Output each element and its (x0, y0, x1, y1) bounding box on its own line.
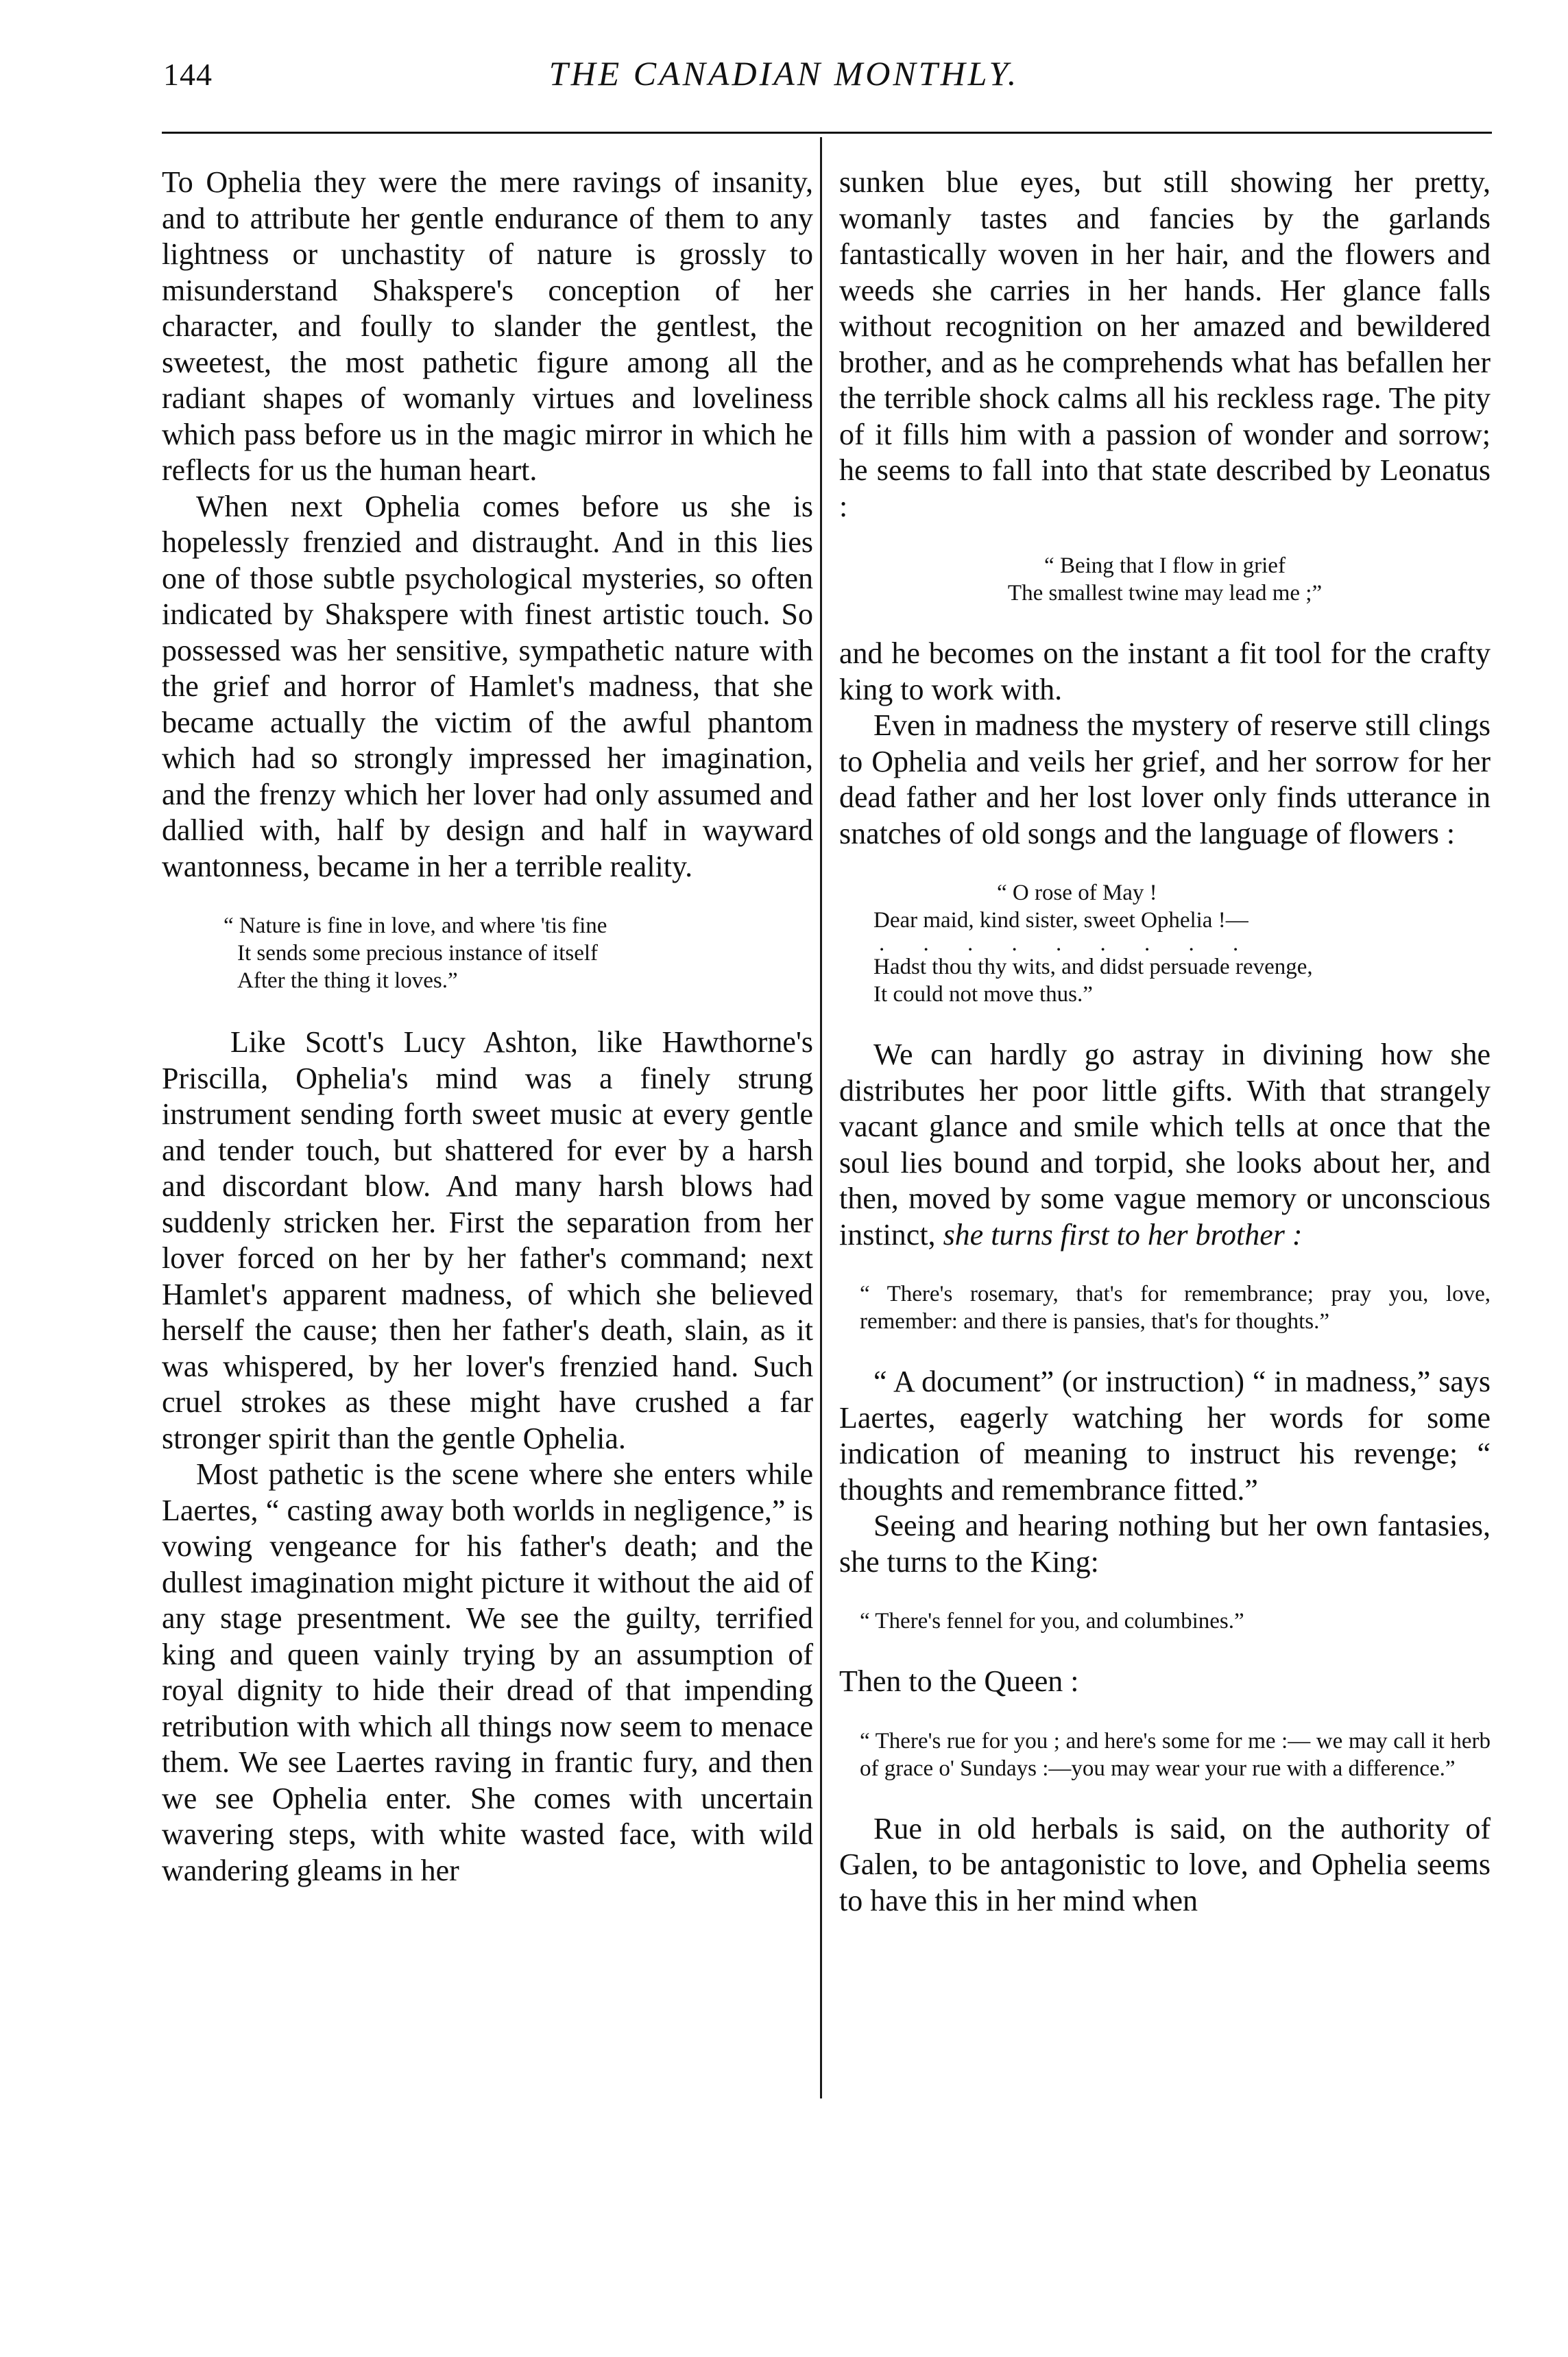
quote-line: It sends some precious instance of itself (237, 941, 599, 966)
paragraph (839, 1037, 1491, 1253)
paragraph: “ A document” (or instruction) “ in madness,” says Laertes, eagerly watching her words for some indication of meaning to instruct his revenge; “ thoughts and remembrance fitted.” (839, 1365, 1491, 1507)
paragraph: Most pathetic is the scene where she enters while Laertes, “ casting away both worlds in negligence,” is vowing vengeance for his father's death; and the dullest imagination might picture it without the aid of any stage presentment. We see the guilty, terrified king and queen vainly trying by an assumption of royal dignity to hide their dread of that impending retribution with which all things now seem to menace them. We see Laertes raving in frantic fury, and then we see Ophelia enter. She comes with uncertain wavering steps, with white wasted face, with wild wandering gleams in her (162, 1457, 813, 1887)
quote-line: “ Nature is fine in love, and where 'tis fine (224, 913, 607, 938)
quote-line: “ Being that I flow in grief (1044, 553, 1286, 578)
block-quote (224, 912, 813, 994)
running-title: THE CANADIAN MONTHLY. (548, 54, 1020, 93)
paragraph: Even in madness the mystery of reserve still clings to Ophelia and veils her grief, and her sorrow for her dead father and her lost lover only finds utterance in snatches of old songs and the language of flowers : (839, 708, 1491, 850)
block-quote (839, 552, 1491, 607)
left-column (162, 165, 813, 1889)
paragraph: To Ophelia they were the mere ravings of insanity, and to attribute her gentle endurance of them to any lightness or unchastity of nature is grossly to misunderstand Shakspere's conception of her character, and foully to slander the gentlest, the sweetest, the most pathetic figure among all the radiant shapes of womanly virtues and loveliness which pass before us in the magic mirror in which he reflects for us the human heart. (162, 165, 813, 487)
page-number: 144 (163, 57, 213, 92)
quote-line: It could not move thus.” (873, 982, 1093, 1007)
quote-line: The smallest twine may lead me ;” (1007, 581, 1323, 606)
column-divider (820, 137, 822, 2098)
quote-line: “ O rose of May ! (997, 881, 1157, 905)
paragraph: sunken blue eyes, but still showing her pretty, womanly tastes and fancies by the garlands fantastically woven in her hair, and the flowers and weeds she carries in her hands. Her glance falls without recognition on her amazed and bewildered brother, and as he comprehends what has befallen her the terrible shock calms all his reckless rage. The pity of it fills him with a passion of wonder and sorrow; he seems to fall into that state described by Leonatus : (839, 165, 1491, 523)
paragraph: and he becomes on the instant a fit tool for the crafty king to work with. (839, 636, 1491, 706)
block-quote: “ There's rue for you ; and here's some for me :— we may call it herb of grace o' Sundays :—you may wear your rue with a difference.” (860, 1728, 1491, 1781)
paragraph-text: We can hardly go astray in divining how she distributes her poor little gifts. With that strangely vacant glance and smile which tells at once that the soul lies bound and torpid, she looks about her, and then, moved by some vague memory or unconscious instinct, (839, 1038, 1491, 1252)
block-quote (873, 879, 1491, 1008)
quote-line: After the thing it loves.” (237, 968, 458, 993)
paragraph: Like Scott's Lucy Ashton, like Hawthorne's Priscilla, Ophelia's mind was a finely strung instrument sending forth sweet music at every gentle and tender touch, but shattered for ever by a harsh and discordant blow. And many harsh blows had suddenly stricken her. First the separation from her lover forced on her by her father's command; next Hamlet's apparent madness, of which she believed herself the cause; then her father's death, slain, as it was whispered, by her lover's frenzied hand. Such cruel strokes as these might have crushed a far stronger spirit than the gentle Ophelia. (162, 1025, 813, 1455)
ellipsis-line: . . . . . . . . . (879, 931, 1255, 956)
paragraph: When next Ophelia comes before us she is hopelessly frenzied and distraught. And in this lies one of those subtle psychological mysteries, so often indicated by Shakspere with finest artistic touch. So possessed was her sensitive, sympathetic nature with the grief and horror of Hamlet's madness, that she became actually the victim of the awful phantom which had so strongly impressed her imagination, and the frenzy which her lover had only assumed and dallied with, half by design and half in wayward wantonness, became in her a terrible reality. (162, 489, 813, 883)
header-rule (162, 132, 1492, 134)
quote-line: Dear maid, kind sister, sweet Ophelia !— (873, 908, 1249, 933)
block-quote: “ There's fennel for you, and columbines.” (860, 1609, 1244, 1634)
paragraph: Then to the Queen : (839, 1664, 1079, 1698)
paragraph: Rue in old herbals is said, on the authority of Galen, to be antagonistic to love, and Ophelia seems to have this in her mind when (839, 1811, 1491, 1917)
block-quote: “ There's rosemary, that's for remembrance; pray you, love, remember: and there is pansies, that's for thoughts.” (860, 1282, 1491, 1334)
paragraph: Seeing and hearing nothing but her own fantasies, she turns to the King: (839, 1509, 1491, 1579)
italic-text: she turns first to her brother : (943, 1217, 1303, 1252)
quote-line: Hadst thou thy wits, and didst persuade revenge, (873, 955, 1313, 979)
right-column (839, 165, 1491, 1919)
